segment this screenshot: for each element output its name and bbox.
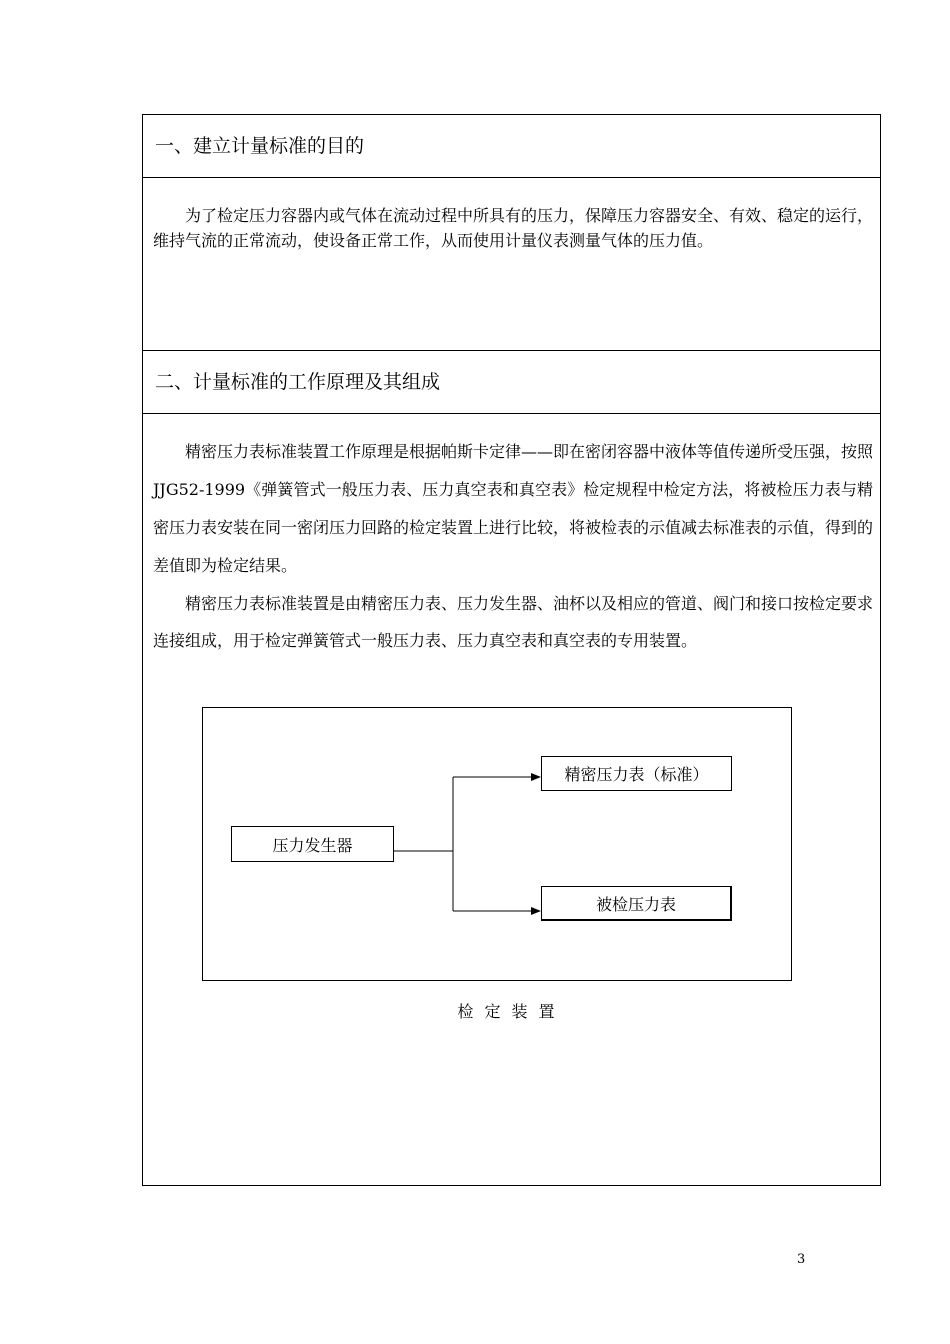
standard-gauge-box: 精密压力表（标准） bbox=[541, 756, 732, 791]
section-2-header-row bbox=[143, 351, 880, 414]
section-2-paragraph-1: 精密压力表标准装置工作原理是根据帕斯卡定律——即在密闭容器中液体等值传递所受压强，按照 JJG52-1999《弹簧管式一般压力表、压力真空表和真空表》检定规程中检定方法，将被检压力表与精密压力表安装在同一密闭压力回路的检定装置上进行比较，将被检表的示值减去标准表的示值，得到的差值即为检定结果。 bbox=[153, 442, 874, 575]
test-gauge-box: 被检压力表 bbox=[541, 886, 732, 921]
section-1-paragraph: 为了检定压力容器内或气体在流动过程中所具有的压力，保障压力容器安全、有效、稳定的运行，维持气流的正常流动，使设备正常工作，从而使用计量仪表测量气体的压力值。 bbox=[153, 206, 874, 250]
section-1-body-row bbox=[143, 178, 880, 351]
pressure-generator-box: 压力发生器 bbox=[231, 826, 394, 862]
section-2-paragraph-2: 精密压力表标准装置是由精密压力表、压力发生器、油杯以及相应的管道、阀门和接口按检定要求连接组成，用于检定弹簧管式一般压力表、压力真空表和真空表的专用装置。 bbox=[153, 594, 874, 650]
calibration-diagram bbox=[202, 707, 792, 981]
content-table bbox=[142, 114, 881, 1186]
section-2-body-row bbox=[143, 414, 880, 1185]
section-1-header-row bbox=[143, 115, 880, 178]
diagram-caption: 检定装置 bbox=[457, 1002, 566, 1021]
section-1-heading: 一、建立计量标准的目的 bbox=[155, 135, 365, 157]
section-2-heading: 二、计量标准的工作原理及其组成 bbox=[155, 371, 441, 393]
page-number: 3 bbox=[797, 1252, 806, 1267]
